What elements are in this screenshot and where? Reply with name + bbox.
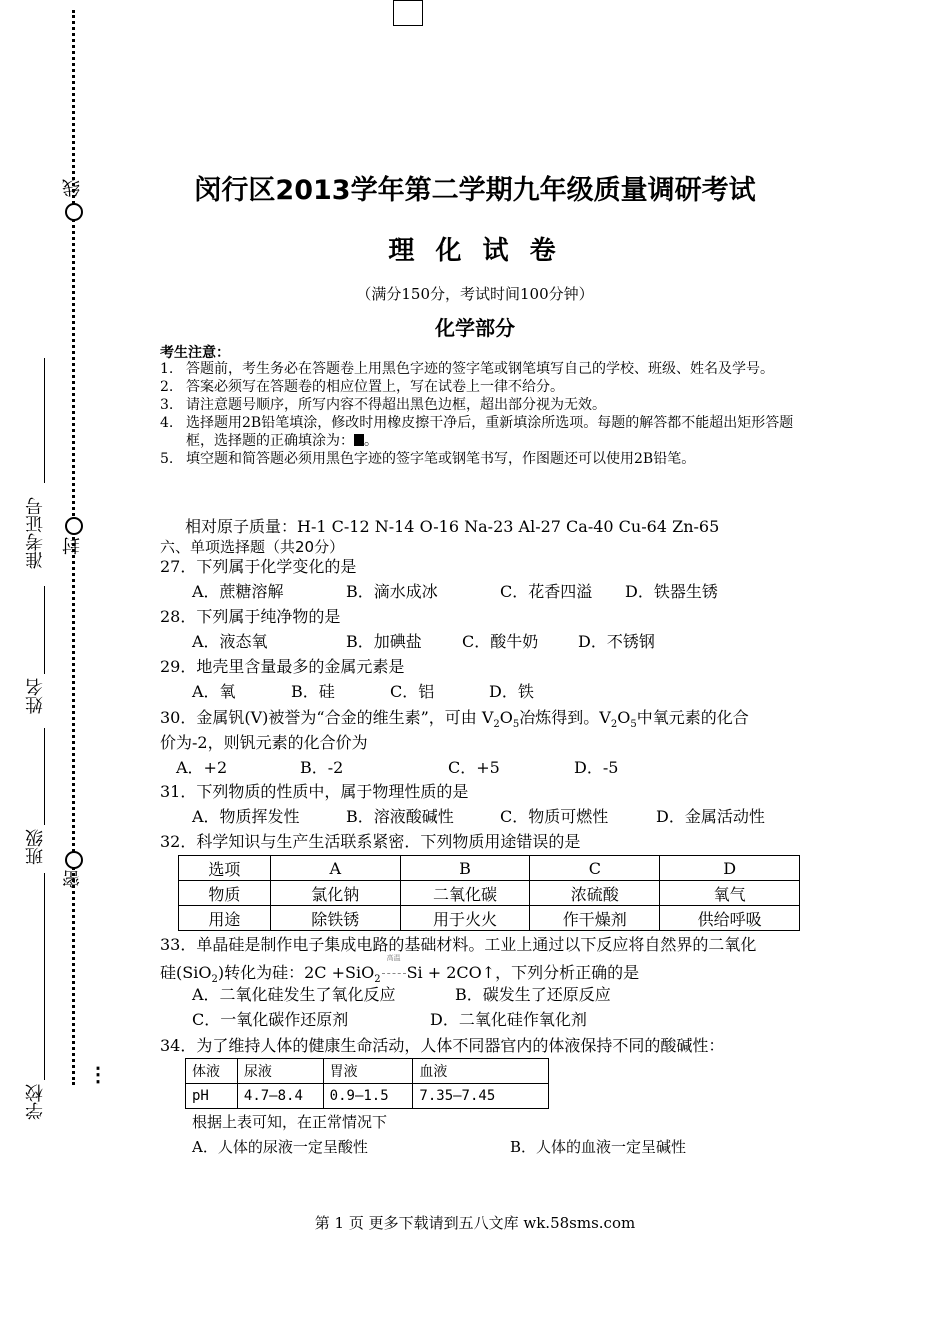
table-cell: 作干燥剂 — [530, 906, 660, 931]
table-row — [179, 856, 800, 881]
q34-stem: 34．为了维持人体的健康生命活动，人体不同器官内的体液保持不同的酸碱性： — [160, 1036, 725, 1055]
q30-option-d: D．-5 — [574, 758, 619, 777]
table-cell: 浓硫酸 — [530, 881, 660, 906]
q28-stem: 28．下列属于纯净物的是 — [160, 607, 341, 626]
q30-stem-line1: 30．金属钒(V)被誉为“合金的维生素”，可由 $V_2O_5$冶炼得到。$V_2O_5$中氧元素的化合 — [160, 708, 749, 731]
notice-item: 3. 请注意题号顺序，所写内容不得超出黑色边框，超出部分视为无效。 — [160, 397, 606, 413]
notice-list — [160, 360, 800, 468]
q28-option-d: D．不锈钢 — [578, 632, 655, 651]
q32-stem: 32．科学知识与生产生活联系紧密．下列物质用途错误的是 — [160, 832, 581, 851]
q30-option-a: A．+2 — [176, 758, 228, 777]
table-cell: 7.35—7.45 — [413, 1084, 549, 1109]
table-cell: pH — [186, 1084, 238, 1109]
table-cell: 用途 — [179, 906, 271, 931]
table-cell: A — [270, 856, 400, 881]
top-box — [393, 0, 423, 26]
q28-option-b: B．加碘盐 — [346, 632, 422, 651]
table-row — [186, 1084, 549, 1109]
q28-option-c: C．酸牛奶 — [462, 632, 539, 651]
exam-title: 闵行区2013学年第二学期九年级质量调研考试 — [194, 175, 756, 206]
q31-option-d: D．金属活动性 — [656, 807, 765, 826]
school-line — [44, 873, 45, 1080]
q31-option-c: C．物质可燃性 — [500, 807, 609, 826]
notice-heading: 考生注意： — [160, 345, 230, 361]
q33-option-c: C．一氧化碳作还原剂 — [192, 1010, 349, 1029]
q33-option-d: D．二氧化硅作氧化剂 — [430, 1010, 587, 1029]
binding-dots: ⋮ — [88, 1062, 108, 1086]
table-cell: 0.9—1.5 — [323, 1084, 413, 1109]
reaction-arrow: 高温 — [381, 963, 407, 983]
q33-stem-line1: 33．单晶硅是制作电子集成电路的基础材料。工业上通过以下反应将自然界的二氧化 — [160, 935, 757, 954]
q34-option-a: A．人体的尿液一定呈酸性 — [192, 1138, 368, 1156]
table-cell: 除铁锈 — [270, 906, 400, 931]
exam-id-label: 准考证号 — [25, 497, 46, 569]
table-cell: 选项 — [179, 856, 271, 881]
table-row — [179, 906, 800, 931]
table-row — [186, 1059, 549, 1084]
q33-option-a: A．二氧化硅发生了氧化反应 — [192, 985, 396, 1004]
table-cell: 供给呼吸 — [660, 906, 800, 931]
table-cell: 血液 — [413, 1059, 549, 1084]
table-row — [179, 881, 800, 906]
notice-item: 5. 填空题和简答题必须用黑色字迹的签字笔或钢笔书写，作图题还可以使用2B铅笔。 — [160, 451, 696, 467]
notice-item: 2. 答案必须写在答题卷的相应位置上，写在试卷上一律不给分。 — [160, 379, 564, 395]
school-label: 学校 — [25, 1084, 46, 1120]
page-footer: 第 1 页 更多下载请到五八文库 wk.58sms.com — [314, 1214, 636, 1232]
table-cell: C — [530, 856, 660, 881]
filled-square-icon — [354, 434, 364, 446]
q33-option-b: B．碳发生了还原反应 — [455, 985, 611, 1004]
table-cell: 氧气 — [660, 881, 800, 906]
class-line — [44, 728, 45, 825]
table-cell: 4.7—8.4 — [237, 1084, 323, 1109]
q32-table — [178, 855, 800, 931]
q27-option-a: A．蔗糖溶解 — [192, 582, 284, 601]
q27-stem: 27．下列属于化学变化的是 — [160, 557, 357, 576]
q34-option-b: B．人体的血液一定呈碱性 — [510, 1138, 687, 1156]
table-cell: 二氧化碳 — [400, 881, 530, 906]
table-cell: 体液 — [186, 1059, 238, 1084]
name-label: 姓名 — [25, 678, 46, 714]
section-chemistry: 化学部分 — [435, 316, 515, 340]
exam-info: （满分150分，考试时间100分钟） — [356, 285, 594, 303]
q29-option-d: D．铁 — [489, 682, 534, 701]
q31-option-a: A．物质挥发性 — [192, 807, 300, 826]
q28-option-a: A．液态氧 — [192, 632, 268, 651]
notice-item: 1. 答题前，考生务必在答题卷上用黑色字迹的签字笔或钢笔填写自己的学校、班级、姓名及学号。 — [160, 361, 774, 377]
binding-circle-bottom — [65, 851, 83, 869]
table-cell: 氯化钠 — [270, 881, 400, 906]
q29-option-a: A．氧 — [192, 682, 236, 701]
table-cell: D — [660, 856, 800, 881]
table-cell: 胃液 — [323, 1059, 413, 1084]
paper-title: 理 化 试 卷 — [388, 236, 562, 266]
q33-stem-line2: 硅(SiO$_2$)转化为硅：2C +SiO$_2$ 高温 Si + 2CO↑，下列分析正确的是 — [160, 954, 640, 986]
table-cell: 物质 — [179, 881, 271, 906]
q27-option-d: D．铁器生锈 — [625, 582, 718, 601]
table-cell: B — [400, 856, 530, 881]
class-label: 班级 — [25, 829, 46, 865]
q30-option-b: B．-2 — [300, 758, 344, 777]
q34-after-table: 根据上表可知，在正常情况下 — [192, 1113, 388, 1131]
binding-label-feng: 封 — [62, 537, 83, 555]
notice-item: 4. 选择题用2B铅笔填涂，修改时用橡皮擦干净后，重新填涂所选项。每题的解答都不能超出矩形答题框，选择题的正确填涂为： 。 — [160, 415, 794, 449]
q27-option-b: B．滴水成冰 — [346, 582, 438, 601]
table-cell: 用于火火 — [400, 906, 530, 931]
section-title: 六、单项选择题（共20分） — [160, 538, 345, 556]
name-line — [44, 586, 45, 674]
q31-option-b: B．溶液酸碱性 — [346, 807, 454, 826]
q29-option-c: C．铝 — [390, 682, 435, 701]
table-cell: 尿液 — [237, 1059, 323, 1084]
q30-option-c: C．+5 — [448, 758, 500, 777]
q31-stem: 31．下列物质的性质中，属于物理性质的是 — [160, 782, 469, 801]
atomic-mass: 相对原子质量：H-1 C-12 N-14 O-16 Na-23 Al-27 Ca-40 Cu-64 Zn-65 — [185, 517, 720, 536]
binding-circle-middle — [65, 517, 83, 535]
q29-option-b: B．硅 — [291, 682, 335, 701]
q27-option-c: C．花香四溢 — [500, 582, 593, 601]
binding-label-mi: 密 — [62, 870, 83, 888]
q34-table — [185, 1058, 549, 1109]
q30-stem-line2: 价为-2，则钒元素的化合价为 — [160, 733, 368, 752]
binding-label-xian: 线 — [62, 179, 83, 197]
exam-id-line — [44, 358, 45, 483]
q29-stem: 29．地壳里含量最多的金属元素是 — [160, 657, 405, 676]
